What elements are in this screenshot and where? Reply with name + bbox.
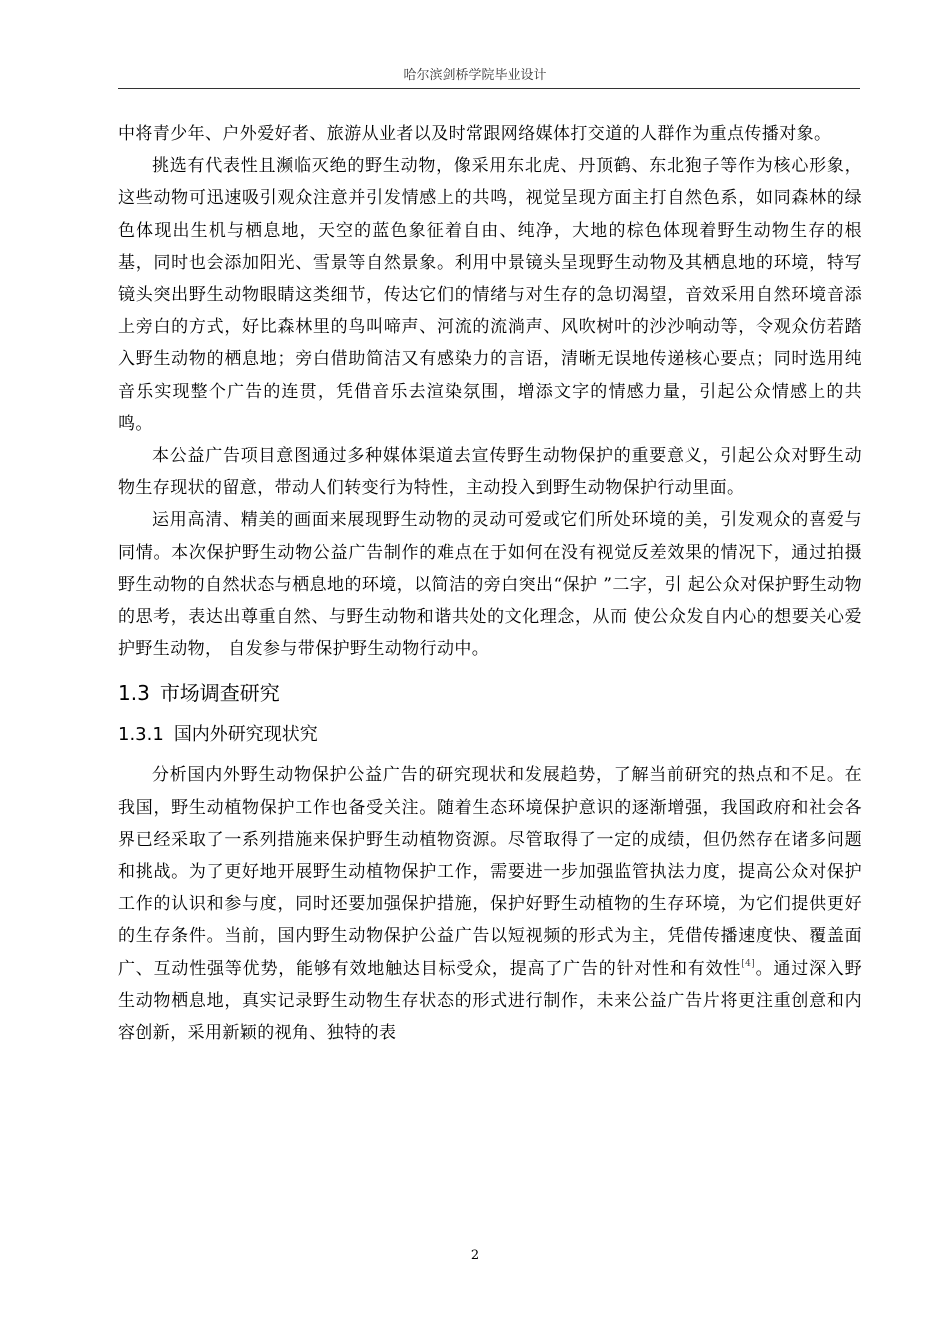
section-heading [118, 671, 862, 715]
paragraph: 运用高清、精美的画面来展现野生动物的灵动可爱或它们所处环境的美，引发观众的喜爱与同情。本次保护野生动物公益广告制作的难点在于如何在没有视觉反差效果的情况下，通过拍摄野生动物的自然状态与栖息地的环境，以简洁的旁白突出“保护 ”二字，引 起公众对保护野生动物的思考，表达出尊重自然、与野生动物和谐共处的文化理念，从而 使公众发自内心的想要关心爱护野生动物， 自发参与带保护野生动物行动中。 [118, 510, 862, 660]
paragraph: 挑选有代表性且濒临灭绝的野生动物，像采用东北虎、丹顶鹤、东北狍子等作为核心形象，这些动物可迅速吸引观众注意并引发情感上的共鸣，视觉呈现方面主打自然色系，如同森林的绿色体现出生机与栖息地，天空的蓝色象征着自由、纯净，大地的棕色体现着野生动物生存的根基，同时也会添加阳光、雪景等自然景象。利用中景镜头呈现野生动物及其栖息地的环境，特写镜头突出野生动物眼睛这类细节，传达它们的情绪与对生存的急切渴望，音效采用自然环境音添上旁白的方式，好比森林里的鸟叫啼声、河流的流淌声、风吹树叶的沙沙响动等，令观众仿若踏入野生动物的栖息地；旁白借助简洁又有感染力的言语，清晰无误地传递核心要点；同时选用纯音乐实现整个广告的连贯，凭借音乐去渲染氛围，增添文字的情感力量，引起公众情感上的共鸣。 [118, 156, 862, 434]
subsection-heading [118, 715, 862, 755]
paragraph [118, 759, 862, 1049]
citation-reference[interactable]: [4] [741, 958, 756, 969]
header-divider [118, 88, 860, 89]
page-number: 2 [470, 1248, 480, 1263]
paragraph-text: 。通过深入野生动物栖息地，真实记录野生动物生存状态的形式进行制作，未来公益广告片将更注重创意和内容创新，采用新颖的视角、独特的表 [118, 958, 863, 1044]
section-number: 1.3 [118, 681, 150, 706]
paragraph: 中将青少年、户外爱好者、旅游从业者以及时常跟网络媒体打交道的人群作为重点传播对象。 [118, 124, 832, 144]
page-header: 哈尔滨剑桥学院毕业设计 [403, 68, 547, 83]
subsection-number: 1.3.1 [118, 724, 164, 746]
subsection-title: 国内外研究现状究 [173, 724, 318, 746]
paragraph: 本公益广告项目意图通过多种媒体渠道去宣传野生动物保护的重要意义，引起公众对野生动物生存现状的留意，带动人们转变行为特性，主动投入到野生动物保护行动里面。 [118, 446, 862, 499]
section-title: 市场调查研究 [159, 681, 280, 706]
document-body [118, 118, 862, 1049]
paragraph-text: 分析国内外野生动物保护公益广告的研究现状和发展趋势，了解当前研究的热点和不足。在我国，野生动植物保护工作也备受关注。随着生态环境保护意识的逐渐增强，我国政府和社会各界已经采取了一系列措施来保护野生动植物资源。尽管取得了一定的成绩，但仍然存在诸多问题和挑战。为了更好地开展野生动植物保护工作，需要进一步加强监管执法力度，提高公众对保护工作的认识和参与度，同时还要加强保护措施，保护好野生动植物的生存环境，为它们提供更好的生存条件。当前，国内野生动物保护公益广告以短视频的形式为主，凭借传播速度快、覆盖面广、互动性强等优势，能够有效地触达目标受众，提高了广告的针对性和有效性 [118, 765, 862, 979]
